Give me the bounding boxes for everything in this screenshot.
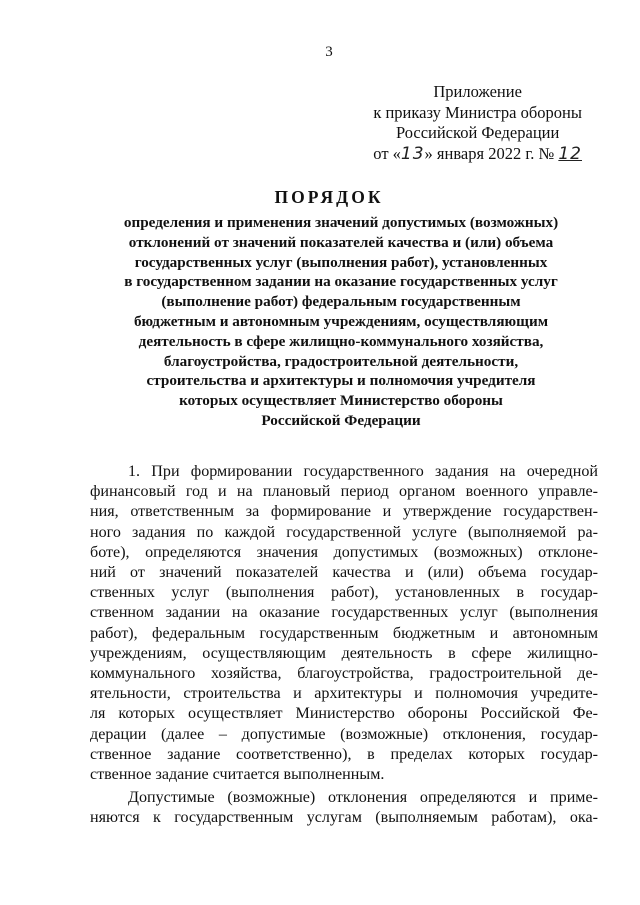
paragraph-line: ятельности, строительства и архитектуры и полномочия учредите- (90, 685, 598, 703)
subtitle-line: бюджетным и автономным учреждениям, осуществляющим (133, 312, 549, 330)
subtitle-line: отклонений от значений показателей качества и (или) объема (128, 233, 554, 251)
paragraph-line: коммунального хозяйства, благоустройства, градостроительной де- (90, 665, 598, 683)
subtitle-line: государственных услуг (выполнения работ), установленных (134, 253, 548, 271)
paragraph-line: финансовый год и на плановый период органом военного управле- (90, 483, 598, 501)
paragraph-line: ственном задании на оказание государственных услуг (выполнения (90, 604, 598, 622)
document-title: ПОРЯДОК (274, 187, 384, 207)
page-number: 3 (325, 44, 333, 60)
paragraph-line: ственное задание соответственно), в пределах которых государ- (90, 745, 598, 763)
subtitle-line: в государственном задании на оказание государственных услуг (124, 273, 558, 291)
paragraph-line: 1. При формировании государственного задания на очередной (128, 463, 598, 480)
appendix-date-line (373, 144, 582, 165)
paragraph-line: работ), федеральным государственным бюджетным и автономным (90, 624, 598, 642)
appendix-country: Российской Федерации (395, 123, 560, 142)
appendix-label: Приложение (433, 82, 522, 101)
subtitle-line: Российской Федерации (261, 411, 421, 429)
paragraph-line: ственное задание считается выполненным. (90, 766, 385, 784)
subtitle-line: определения и применения значений допустимых (возможных) (123, 214, 559, 231)
subtitle-line: деятельность в сфере жилищно-коммунального хозяйства, (138, 332, 544, 350)
handwritten-number: 12 (558, 143, 582, 164)
paragraph-line: ля которых осуществляет Министерство обороны Российской Фе- (90, 705, 598, 723)
appendix-order-ref: к приказу Министра обороны (373, 102, 582, 122)
paragraph-line: няются к государственным услугам (выполняемым работам), ока- (90, 809, 598, 827)
paragraph-line: ния, ответственным за формирование и утверждение государствен- (90, 503, 598, 521)
paragraph-1 (90, 462, 598, 785)
paragraph-line: ственных услуг (выполнения работ), установленных в государ- (90, 584, 598, 602)
subtitle-line: благоустройства, градостроительной деятельности, (163, 352, 519, 370)
paragraph-line: ний от значений показателей качества и (или) объема государ- (90, 564, 598, 582)
paragraph-2 (90, 788, 598, 828)
document-subtitle (88, 213, 594, 431)
date-mid: » января 2022 г. № (424, 143, 555, 163)
subtitle-line: которых осуществляет Министерство обороны (179, 392, 503, 410)
paragraph-line: учреждениям, осуществляющим деятельность в сфере жилищно- (90, 644, 598, 662)
paragraph-line: боте), определяются значения допустимых (возможных) отклоне- (90, 543, 598, 561)
handwritten-day: 13 (400, 143, 425, 164)
paragraph-line: ного задания по каждой государственной услуге (выполняемой ра- (90, 523, 598, 541)
subtitle-line: строительства и архитектуры и полномочия учредителя (146, 372, 536, 390)
appendix-block (373, 82, 582, 164)
date-prefix: от « (373, 143, 401, 163)
paragraph-line: дерации (далее – допустимые (возможные) отклонения, государ- (90, 725, 598, 743)
subtitle-line: (выполнение работ) федеральным государственным (161, 293, 521, 311)
paragraph-line: Допустимые (возможные) отклонения определяются и приме- (128, 789, 598, 806)
